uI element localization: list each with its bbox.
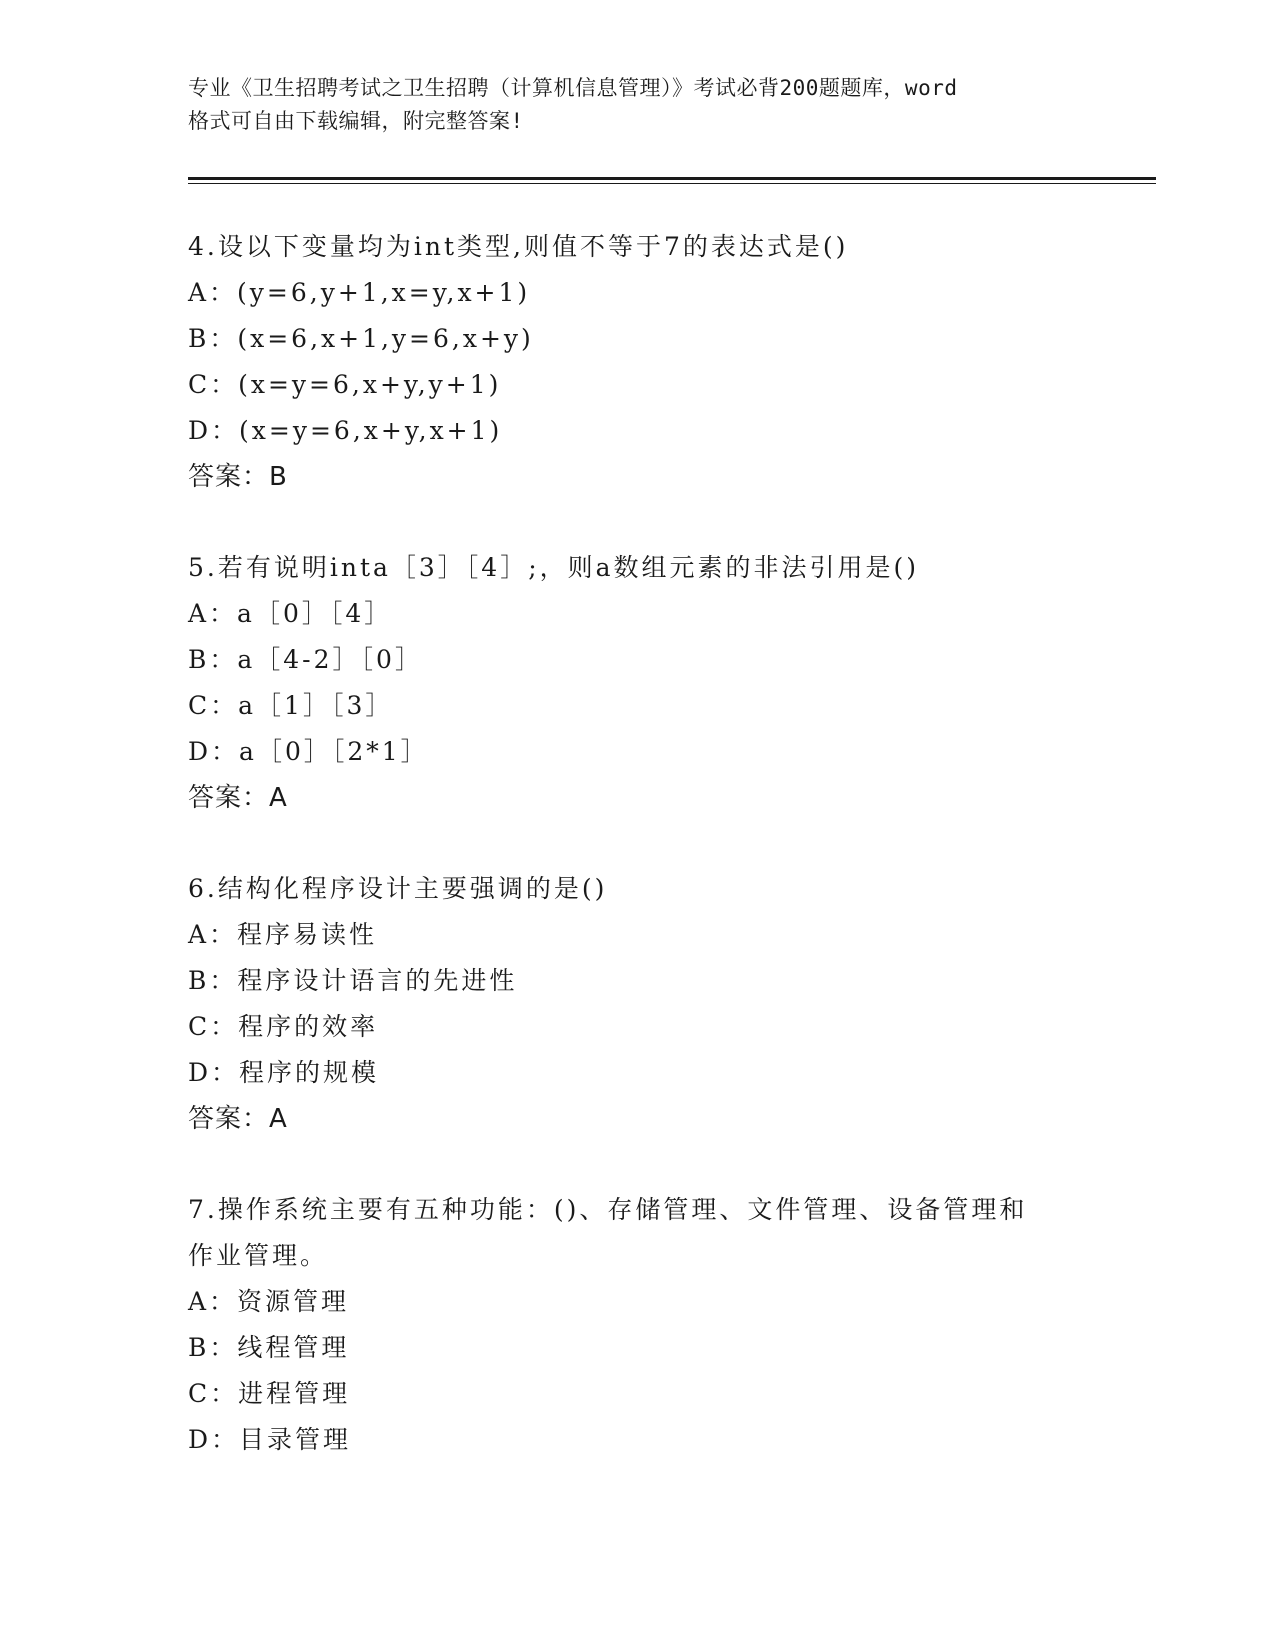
option-a: A：资源管理 — [188, 1287, 350, 1316]
question-4 — [188, 224, 1088, 500]
option-d: D：程序的规模 — [188, 1058, 380, 1087]
question-stem-line-2: 作业管理。 — [188, 1241, 329, 1270]
header-divider-thin — [188, 183, 1156, 184]
option-c: C：程序的效率 — [188, 1012, 379, 1041]
header-line-2: 格式可自由下载编辑，附完整答案! — [188, 109, 524, 133]
option-b: B：线程管理 — [188, 1333, 350, 1362]
header-divider-thick — [188, 177, 1156, 180]
question-stem-line-1: 7.操作系统主要有五种功能：()、存储管理、文件管理、设备管理和 — [188, 1195, 1028, 1224]
option-c: C：a［1］［3］ — [188, 691, 394, 720]
question-stem: 6.结构化程序设计主要强调的是() — [188, 874, 608, 903]
header-line-1: 专业《卫生招聘考试之卫生招聘（计算机信息管理）》考试必背200题题库，word — [188, 76, 958, 100]
document-header — [188, 72, 1088, 138]
answer: 答案：A — [188, 783, 288, 813]
question-5 — [188, 545, 1088, 821]
option-b: B：(x=6,x+1,y=6,x+y) — [188, 324, 534, 353]
option-a: A：(y=6,y+1,x=y,x+1) — [188, 278, 531, 307]
option-d: D：a［0］［2*1］ — [188, 737, 429, 766]
option-c: C：进程管理 — [188, 1379, 351, 1408]
option-a: A：a［0］［4］ — [188, 599, 393, 628]
answer: 答案：A — [188, 1104, 288, 1134]
option-b: B：程序设计语言的先进性 — [188, 966, 518, 995]
option-a: A：程序易读性 — [188, 920, 378, 949]
option-d: D：目录管理 — [188, 1425, 352, 1454]
question-6 — [188, 866, 1088, 1142]
question-7 — [188, 1187, 1088, 1463]
question-stem: 5.若有说明inta［3］［4］;，则a数组元素的非法引用是() — [188, 553, 920, 582]
option-b: B：a［4-2］［0］ — [188, 645, 423, 674]
option-d: D：(x=y=6,x+y,x+1) — [188, 416, 503, 445]
question-stem: 4.设以下变量均为int类型,则值不等于7的表达式是() — [188, 232, 849, 261]
option-c: C：(x=y=6,x+y,y+1) — [188, 370, 502, 399]
answer: 答案：B — [188, 462, 288, 492]
